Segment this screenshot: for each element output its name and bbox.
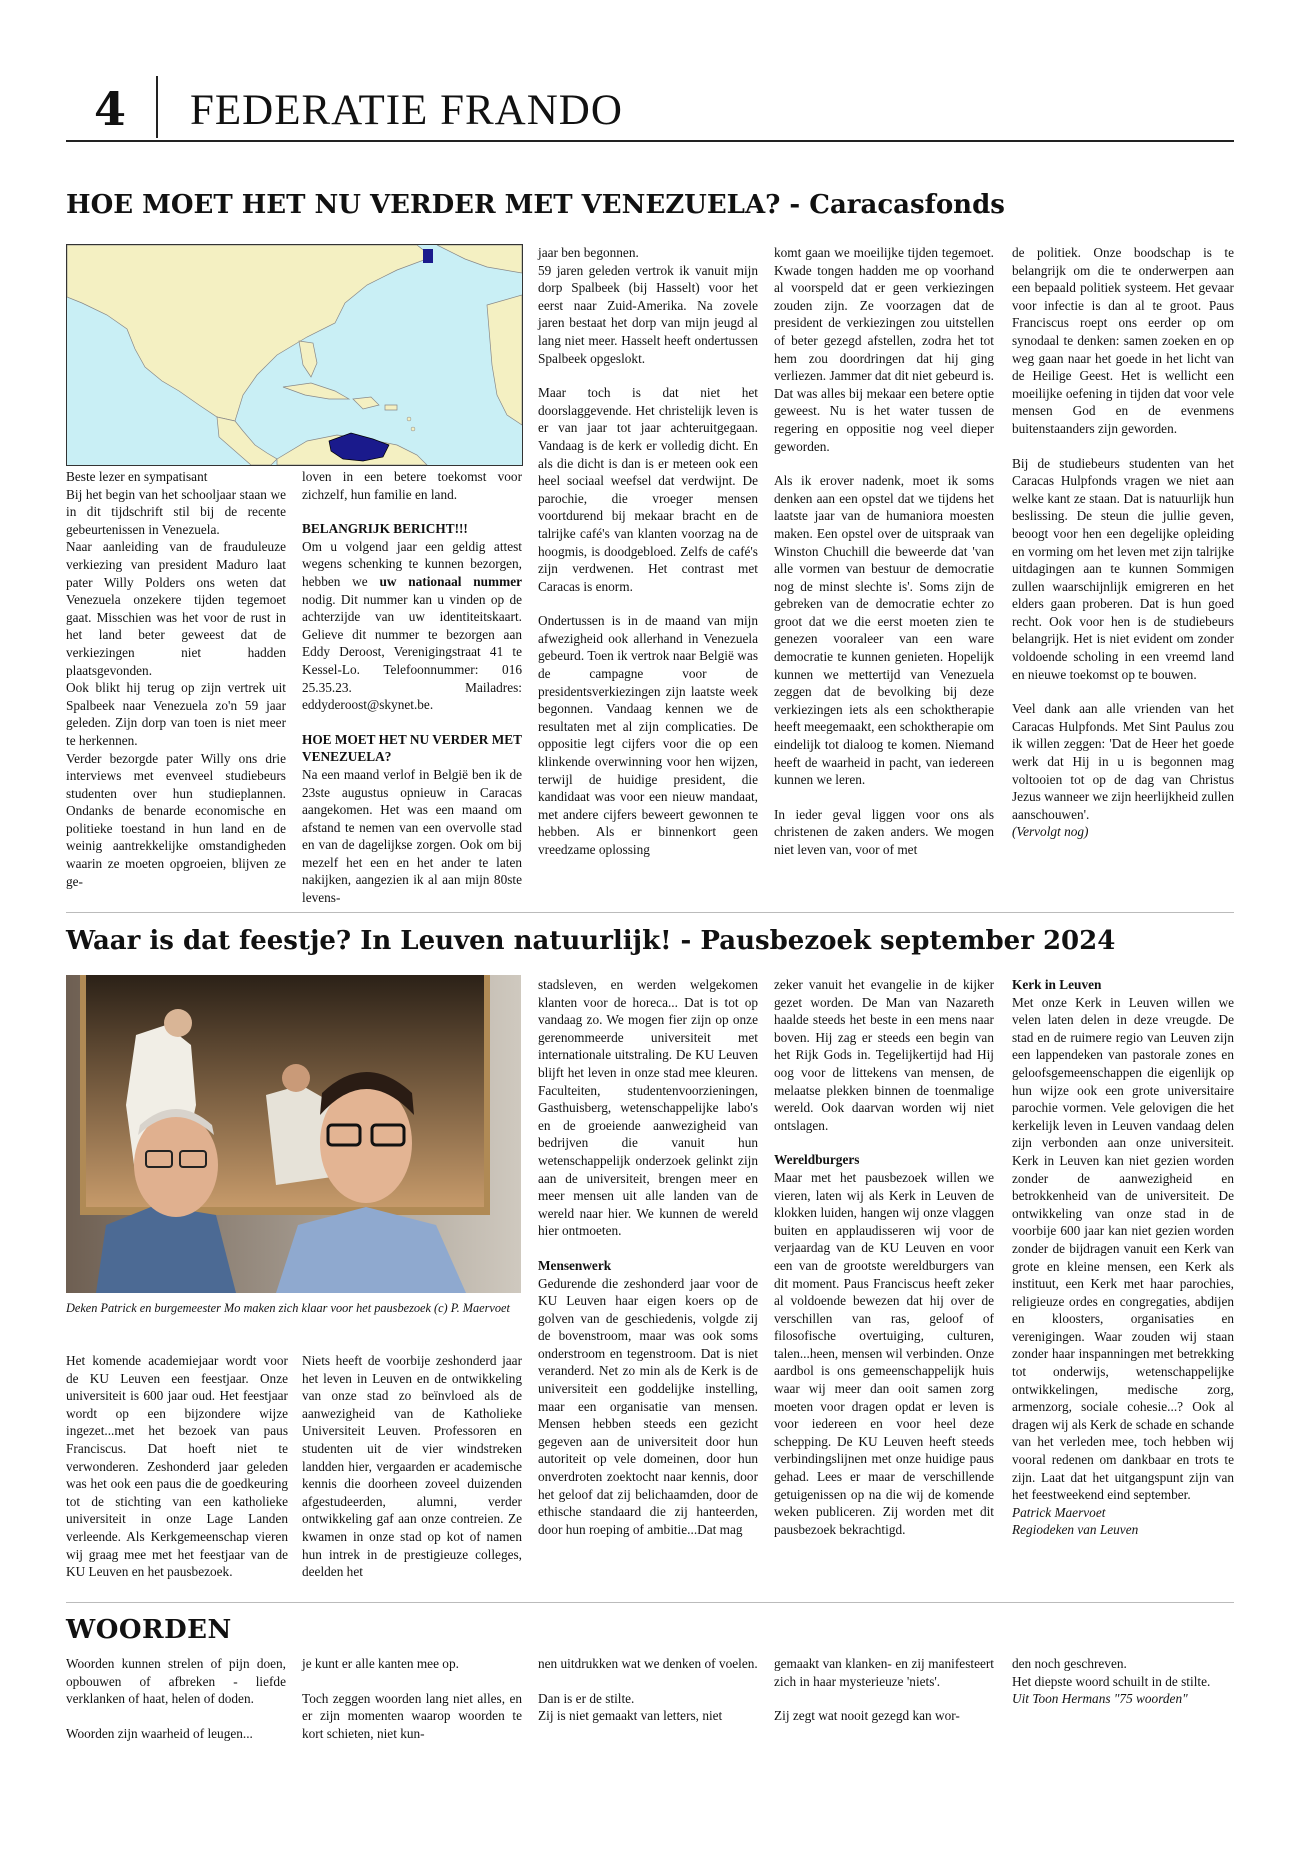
- separator: [66, 912, 1234, 913]
- paragraph: Ook blikt hij terug op zijn vertrek uit Spalbeek naar Venezuela zo'n 59 jaar geleden. Zijn dorp van toen is niet meer te herkennen.: [66, 680, 286, 748]
- subheading: Mensenwerk: [538, 1257, 612, 1273]
- article1-headline: HOE MOET HET NU VERDER MET VENEZUELA? - Caracasfonds: [66, 190, 1005, 220]
- article3-col4: [774, 1655, 994, 1725]
- paragraph: Maar toch is dat niet het doorslaggevende. Het christelijk leven is er van jaar tot jaar achteruitgegaan. Vandaag is de kerk er volledig dicht. En als die dicht is dan is er meteen ook een heel sociaal weefsel dat verdwijnt. De parochie, die vroeger mensen voortdurend bij mekaar bracht en de talrijke café's van klanten voorzag na de hoogmis, is doodgebloed. Zelfs de café's zijn verdwenen. Het contrast met Caracas is enorm.: [538, 385, 758, 594]
- paragraph: Zij is niet gemaakt van letters, niet: [538, 1708, 723, 1724]
- masthead: [66, 76, 1234, 142]
- article1-col2: [302, 468, 522, 907]
- paragraph: gemaakt van klanken- en zij manifesteert zich in haar mysterieuze 'niets'.: [774, 1656, 994, 1689]
- photo-caption: Deken Patrick en burgemeester Mo maken zich klaar voor het pausbezoek (c) P. Maervoet: [66, 1301, 510, 1315]
- paragraph: Ondertussen is in de maand van mijn afwezigheid ook allerhand in Venezuela gebeurd. Toen ik vertrok naar België was de campagne voor de presidentsverkiezingen zijn laatste week begonnen. Vandaag kennen we de resultaten met al zijn complicaties. De oppositie legt cijfers voor die op een klinkende overwinning voor hen wijzen, terwijl de huidige president, die kandidaat was voor een nieuw mandaat, met andere cijfers beweert gewonnen te hebben. Als er binnenkort geen vreedzame oplossing: [538, 613, 758, 857]
- article3-col2: [302, 1655, 522, 1742]
- venezuela-map: [66, 244, 523, 466]
- map-graphic: [67, 245, 522, 465]
- paragraph: Bij de studiebeurs studenten van het Caracas Hulpfonds vragen we niet aan welke kant ze staan. Dat is natuurlijk hun beslissing. De steun die jullie geven, beoogt voor hen een degelijke opleiding en vorming om het leven met zijn talrijke uitdagingen aan te kunnen Sommigen zullen waarschijnlijk emigreren en het elders gaan proberen. Dat is hun goed recht. Ook voor hen is de studiebeurs belangrijk. Het is niet evident om zonder voldoende scholing in een vreemd land en nieuwe toekomst op te bouwen.: [1012, 455, 1234, 682]
- paragraph: zeker vanuit het evangelie in de kijker gezet worden. De Man van Nazareth haalde steeds het beste in een mens naar boven. Hij zag er steeds een begin van het Rijk Gods in. Tegelijkertijd had Hij oog voor de littekens van mensen, de melaatse plekken binnen de toenmalige wereld. Ook daarvan worden wij niet ontslagen.: [774, 977, 994, 1133]
- article3-col3: [538, 1655, 758, 1725]
- paragraph: de politiek. Onze boodschap is te belangrijk om die te onderwerpen aan een bepaald politiek systeem. Het gevaar voor infectie is dan al te groot. Paus Franciscus roept ons eerder op om synodaal te denken: samen zoeken en op weg gaan naar het goede in het licht van de Heilige Geest. Het is wellicht een moeilijke oefening in tijden dat voor vele mensen God en de evenmens buitenstaanders zijn geworden.: [1012, 245, 1234, 436]
- article2-col5: [1012, 976, 1234, 1539]
- author-role: Regiodeken van Leuven: [1012, 1522, 1139, 1538]
- subheading: Wereldburgers: [774, 1152, 860, 1168]
- paragraph: Beste lezer en sympatisant: [66, 469, 208, 484]
- map-marker-north: [423, 249, 433, 263]
- article1-col3: [538, 244, 758, 859]
- paragraph: Het diepste woord schuilt in de stilte.: [1012, 1673, 1211, 1689]
- selfie-photo: [66, 975, 521, 1293]
- source-credit: Uit Toon Hermans "75 woorden": [1012, 1691, 1188, 1707]
- separator: [66, 1602, 1234, 1603]
- signoff: (Vervolgt nog): [1012, 824, 1089, 840]
- photo-graphic: [66, 975, 521, 1293]
- paragraph: Toch zeggen woorden lang niet alles, en er zijn momenten waarop woorden te kort schieten, niet kun-: [302, 1690, 522, 1741]
- paragraph: Dan is er de stilte.: [538, 1690, 635, 1706]
- subheading: BELANGRIJK BERICHT!!!: [302, 521, 468, 537]
- masthead-divider: [156, 76, 158, 138]
- article3-col5: [1012, 1655, 1234, 1708]
- paragraph: Maar met het pausbezoek willen we vieren, laten wij als Kerk in Leuven de klokken luiden, hangen wij onze vlaggen buiten en applaudisseren wij voor de verjaardag van de KU Leuven en voor een van de grootste wereldburgers van dit moment. Paus Franciscus heeft zeker al voldoende bewezen dat hij over de verschillen van ras, geloof of filosofische overtuiging, culturen, talen...heen, mensen wil verbinden. Onze aardbol is ons gemeenschappelijk huis waar wij meer dan ooit samen zorg moeten voor dragen opdat er leven is voor iedereen en voor heel deze schepping. De KU Leuven heeft steeds verbindingslijnen met onze huidige paus gehad. Lees er maar de verschillende getuigenissen op na die wij de komende weken publiceren. Zij worden met dit pausbezoek bekrachtigd.: [774, 1169, 994, 1537]
- subheading: HOE MOET HET NU VERDER MET VENEZUELA?: [302, 731, 522, 765]
- article2-col4: [774, 976, 994, 1538]
- paragraph: Naar aanleiding van de frauduleuze verkiezing van president Maduro laat pater Willy Polders ons weten dat Venezuela onzekere tijden tegemoet gaat. Misschien was het voor de rust in het land beter geweest dat de verkiezingen niet hadden plaatsgevonden.: [66, 539, 286, 678]
- page-number: 4: [94, 82, 127, 136]
- article2-col3: [538, 976, 758, 1538]
- paragraph: Als ik erover nadenk, moet ik soms denken aan een opstel dat we tijdens het laatste jaar van de humaniora moesten maken. Een opstel over de uitspraak van Winston Chuchill die beweerde dat 'van alle vormen van bestuur de democratie nog de minst slechte is'. Soms zijn de gebreken van de democratie echter zo groot dat we die eerst moeten zien te genezen vooraleer van een ware democratie te kunnen genieten. Hopelijk kunnen we mettertijd van Venezuela zeggen dat de bevolking bij deze verkiezingen iets als een schoktherapie heeft meegemaakt, een schoktherapie om eindelijk tot dialoog te komen. Niemand heeft de waarheid in pacht, van iedereen kunnen we leren.: [774, 473, 994, 788]
- article1-col1: [66, 468, 286, 890]
- paragraph: Woorden kunnen strelen of pijn doen, opbouwen of afbreken - liefde verklanken of haat, helen of doden.: [66, 1656, 286, 1707]
- masthead-rule: [66, 140, 1234, 142]
- paragraph: Bij het begin van het schooljaar staan we in dit tijdschrift stil bij de recente gebeurtenissen in Venezuela.: [66, 486, 286, 537]
- paragraph: nen uitdrukken wat we denken of voelen.: [538, 1656, 758, 1671]
- article2-intro: Het komende academiejaar wordt voor de KU Leuven een feestjaar. Onze universiteit is 600 jaar oud. Het feestjaar wordt op een bijzondere wijze ingezet...met het bezoek van paus Franciscus. Dat hoeft niet te verwonderen. Zeshonderd jaar geleden was het ook een paus die de goedkeuring tot de stichting van een katholieke universiteit in onze Lage Landen verleende. Als Kerkgemeenschap vieren wij graag mee met het feestjaar van de KU Leuven en het pausbezoek.: [66, 1353, 288, 1580]
- text-run: Om u volgend jaar een geldig attest wegens schenking te kunnen bezorgen, hebben we: [302, 538, 522, 589]
- subheading: Kerk in Leuven: [1012, 977, 1102, 992]
- bold-text: uw nationaal nummer: [379, 573, 522, 589]
- paragraph: Verder bezorgde pater Willy ons drie interviews met evenveel studiebeurs studenten over hun studieplannen. Ondanks de benarde economische en politieke toestand in hun land en de weinig aantrekkelijke omstandigheden waarin ze moeten opgroeien, blijven ze ge-: [66, 750, 286, 889]
- paragraph: loven in een betere toekomst voor zichzelf, hun familie en land.: [302, 469, 522, 502]
- text-run: nodig. Dit nummer kan u vinden op de achterzijde van uw identiteitskaart. Gelieve dit nummer te bezorgen aan Eddy Deroost, Verenigingstraat 41 te Kessel-Lo. Telefoonnummer: 016 25.35.23. Mailadres: eddyderoost@skynet.be.: [302, 591, 522, 713]
- paragraph: stadsleven, en werden welgekomen klanten voor de horeca... Dat is tot op vandaag zo. We mogen fier zijn op onze gerenommeerde universiteit met internationale uitstraling. De KU Leuven blijft het leven in onze stad mee kleuren. Faculteiten, studentenvoorzieningen, Gasthuisberg, wetenschappelijke labo's en de groeiende aanwezigheid van bedrijven die vanuit hun wetenschappelijk onderzoek gelinkt zijn aan de universiteit, brengen meer en meer mensen uit alle landen van de wereld naar hier. We kunnen de wereld hier ontmoeten.: [538, 977, 758, 1239]
- paragraph: Met onze Kerk in Leuven willen we velen laten delen in deze vreugde. De stad en de ruimere regio van Leuven zijn een lappendeken van pastorale zones en geloofsgemeenschappen die eigenlijk op hun wijze ook een grote universitaire parochie vormen. Vele gelovigen die het kerkelijk leven in Leuven vandaag delen zijn verbonden aan onze universiteit. Kerk in Leuven kan niet gezien worden zonder de aanwezigheid en betrokkenheid van de universiteit. De ontwikkeling van onze stad in de voorbije 600 jaar kan niet gezien worden zonder de bijdragen vanuit een Kerk van grote en kleine mensen, een Kerk als instituut, een Kerk met haar parochies, religieuze ordes en congregaties, abdijen en kloosters, organisaties en verenigingen. Waar zouden wij staan zonder haar inspanningen met betrekking tot onderwijs, wetenschappelijke ontwikkelingen, medische zorg, armenzorg, sociale cohesie...? Ook al dragen wij als Kerk de schade en schande van het verleden mee, toch hebben wij vooral redenen om dankbaar en trots te zijn. Laat dat het uitgangspunt zijn van het feestweekend eind september.: [1012, 994, 1234, 1503]
- paragraph: In ieder geval liggen voor ons als christenen de zaken anders. We mogen niet leven van, voor of met: [774, 806, 994, 857]
- author: Patrick Maervoet: [1012, 1504, 1106, 1520]
- paragraph: jaar ben begonnen.: [538, 245, 639, 260]
- paragraph: Woorden zijn waarheid of leugen...: [66, 1725, 253, 1741]
- article3-headline: WOORDEN: [66, 1615, 232, 1645]
- paragraph: Na een maand verlof in België ben ik de 23ste augustus opnieuw in Caracas aangekomen. Het was een maand om afstand te nemen van een overvolle stad en van de dagelijkse zorgen. Ook om bij mezelf het een en het ander te laten nakijken, aangezien ik al aan mijn 80ste levens-: [302, 766, 522, 906]
- paragraph: Veel dank aan alle vrienden van het Caracas Hulpfonds. Met Sint Paulus zou ik willen zeggen: 'Dat de Heer het goede werk dat Hij in u is begonnen mag voltooien tot op de dag van Christus Jezus wanneer we zijn heerlijkheid zullen aanschouwen'.: [1012, 701, 1234, 822]
- paragraph: den noch geschreven.: [1012, 1656, 1127, 1671]
- article2-headline: Waar is dat feestje? In Leuven natuurlijk! - Pausbezoek september 2024: [66, 926, 1116, 956]
- paragraph: 59 jaren geleden vertrok ik vanuit mijn dorp Spalbeek (bij Hasselt) voor het eerst naar Zuid-Amerika. Na zovele jaren bestaat het dorp van mijn jeugd al lang niet meer. Hasselt heeft ondertussen Spalbeek opgeslokt.: [538, 262, 758, 366]
- masthead-title: FEDERATIE FRANDO: [190, 87, 623, 134]
- paragraph: je kunt er alle kanten mee op.: [302, 1656, 459, 1671]
- article2-col2: Niets heeft de voorbije zeshonderd jaar het leven in Leuven en de ontwikkeling van onze stad zo beïnvloed als de aanwezigheid van de Katholieke Universiteit Leuven. Professoren en studenten uit de vier windstreken landden hier, vergaarden er academische kennis die doorheen zoveel duizenden afgestudeerden, alumni, verder ontwikkeling gaf aan onze contreien. Ze kwamen in onze stad op kot of namen hun intrek in de prestigieuze colleges, deelden het: [302, 1353, 522, 1580]
- paragraph: komt gaan we moeilijke tijden tegemoet. Kwade tongen hadden me op voorhand al voorspeld dat er geen verkiezingen zouden zijn. Ze voorzagen dat de president de verkiezingen zou uitstellen of beter gezegd afstellen, zodra het tot hem zou doordringen dat hij ging verliezen. Jammer dat dit niet gebeurd is. Dat was alles bij mekaar een betere optie geweest. Nu is het water tussen de regering en oppositie nog veel dieper geworden.: [774, 245, 994, 454]
- paragraph: Gedurende die zeshonderd jaar voor de KU Leuven haar eigen koers op de golven van de geschiedenis, volgde zij de bovenstroom, maar was ook soms onderstroom en tegenstroom. Dat is niet veranderd. Net zo min als de Kerk is de universiteit een goddelijke instelling, maar een organisatie van mensen. Mensen hebben steeds een gezicht gegeven aan de universiteit door hun autoriteit op vele domeinen, door hun onverdroten zoektocht naar kennis, door het geloof dat zij belichaamden, door de ethische standaard die zij hanteerden, door hun roeping of ambitie...Dat mag: [538, 1275, 758, 1537]
- paragraph: Zij zegt wat nooit gezegd kan wor-: [774, 1708, 960, 1724]
- article3-col1: [66, 1655, 286, 1742]
- article1-col5: [1012, 244, 1234, 841]
- paragraph: [302, 538, 522, 714]
- article1-col4: [774, 244, 994, 859]
